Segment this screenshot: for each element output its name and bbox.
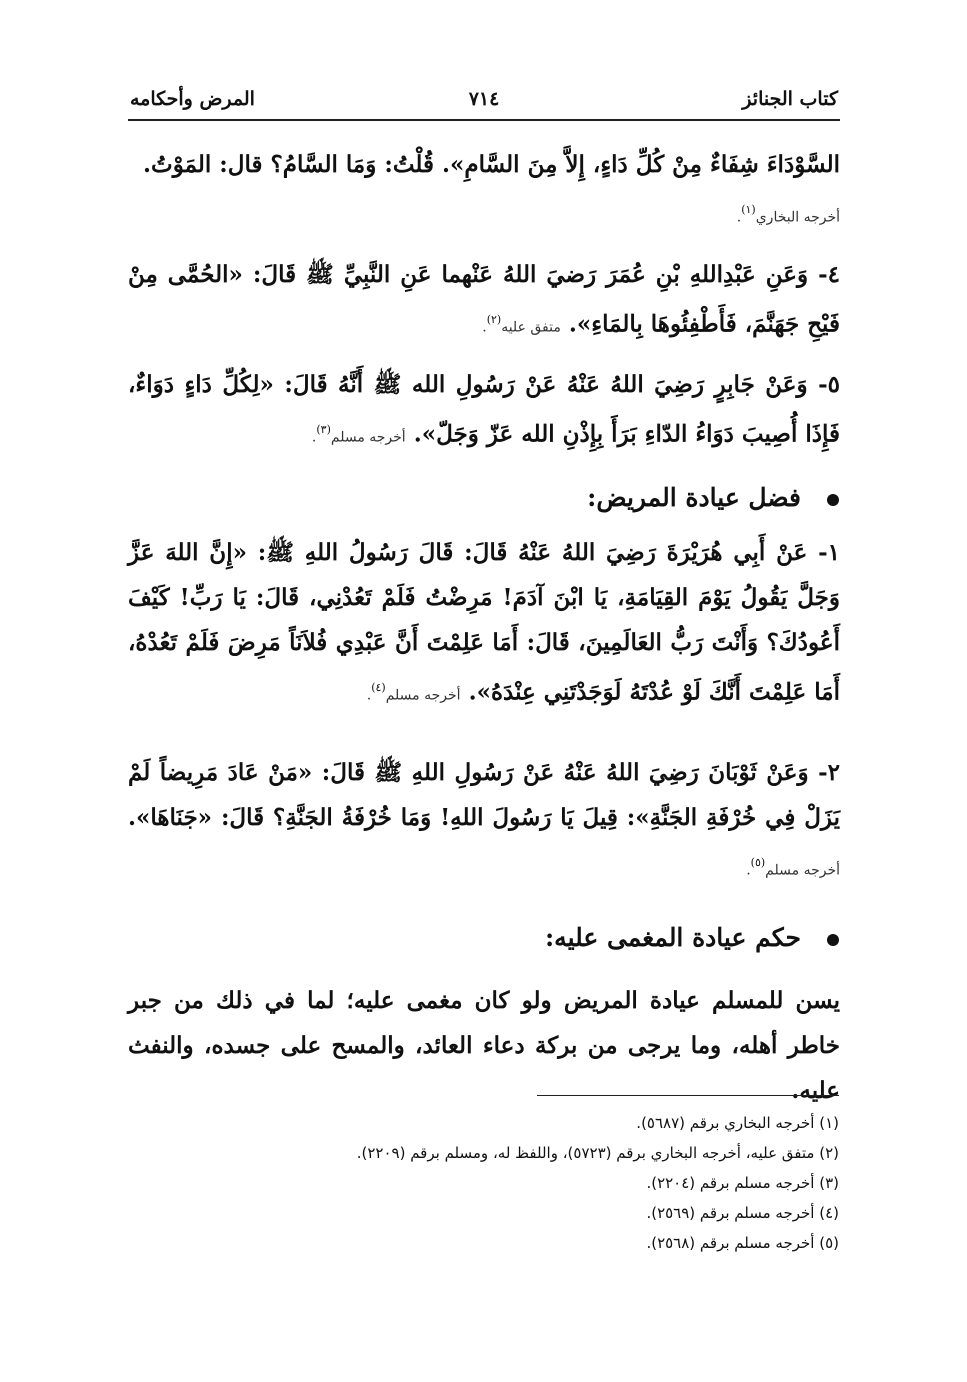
hadith-text: وَعَنِ عَبْدِاللهِ بْنِ عُمَرَ رَضيَ اللهُ عَنْهما عَنِ النَّبِيِّ ﷺ قَالَ: «الحُمَّى مِنْ فَيْحِ جَهَنَّمَ، فَأَطْفِئُوهَا بِالمَاءِ». <box>128 261 840 338</box>
section-title: فضل عيادة المريض: <box>587 483 801 512</box>
hadith-5: ٥- وَعَنْ جَابِرٍ رَضِيَ اللهُ عَنْهُ عَنْ رَسُولِ الله ﷺ أَنَّهُ قَالَ: «لِكُلِّ دَاءٍ دَوَاءٌ، فَإِذَا أُصِيبَ دَوَاءُ الدّاءِ بَرَأَ بِإِذْنِ الله عَزّ وَجَلّ». أخرجه مسلم$^{(٣)}$. <box>128 371 840 448</box>
hadith-4: ٤- وَعَنِ عَبْدِاللهِ بْنِ عُمَرَ رَضيَ اللهُ عَنْهما عَنِ النَّبِيِّ ﷺ قَالَ: «الحُمَّى مِنْ فَيْحِ جَهَنَّمَ، فَأَطْفِئُوهَا بِالمَاءِ». متفق عليه$^{(٢)}$. <box>128 261 840 338</box>
ruling-paragraph: يسن للمسلم عيادة المريض ولو كان مغمى عليه؛ لما في ذلك من جبر خاطر أهله، وما يرجى من بركة دعاء العائد، والمسح على جسده، والنفث عليه. <box>128 987 840 1104</box>
hadith-text: عَنْ أَبِي هُرَيْرَةَ رَضِيَ اللهُ عَنْهُ قَالَ: قَالَ رَسُولُ اللهِ ﷺ: «إِنَّ اللهَ عَزَّ وَجَلَّ يَقُولُ يَوْمَ القِيَامَةِ، يَا ابْنَ آدَمَ! مَرِضْتُ فَلَمْ تَعُدْنِي، قَالَ: يَا رَبِّ! كَيْفَ أَعُودُكَ؟ وَأَنْتَ رَبُّ العَالَمِينَ، قَالَ: أَمَا عَلِمْتَ أَنَّ عَبْدِي فُلاَنَاً مَرِضَ فَلَمْ تَعُدْهُ، أَمَا عَلِمْتَ أَنَّكَ لَوْ عُدْتَهُ لَوَجَدْتَنِي عِنْدَهُ». <box>128 539 840 706</box>
hadith-source: أخرجه مسلم <box>765 862 840 879</box>
footnote-item: (٣) أخرجه مسلم برقم (٢٢٠٤). <box>646 1174 839 1192</box>
footnote-item: (٢) متفق عليه، أخرجه البخاري برقم (٥٧٢٣)، واللفظ له، ومسلم برقم (٢٢٠٩). <box>356 1144 839 1162</box>
hadith-number: ٢- <box>808 759 840 786</box>
hadith-source: أخرجه مسلم <box>385 687 461 704</box>
hadith-text: وَعَنْ جَابِرٍ رَضِيَ اللهُ عَنْهُ عَنْ رَسُولِ الله ﷺ أَنَّهُ قَالَ: «لِكُلِّ دَاءٍ دَوَاءٌ، فَإِذَا أُصِيبَ دَوَاءُ الدّاءِ بَرَأَ بِإِذْنِ الله عَزّ وَجَلّ». <box>128 371 840 448</box>
page-header <box>130 84 838 114</box>
footnote-item: (٥) أخرجه مسلم برقم (٢٥٦٨). <box>646 1234 839 1252</box>
hadith-continuation: السَّوْدَاءَ شِفَاءٌ مِنْ كُلِّ دَاءٍ، إِلاَّ مِنَ السَّامِ». قُلْتُ: وَمَا السَّامُ؟ قال: المَوْتُ. أخرجه البخاري$^{(١)}$. <box>143 151 840 226</box>
hadith-number: ٤- <box>808 261 840 288</box>
footnote-ref: (٤) <box>371 681 386 694</box>
section-title: حكم عيادة المغمى عليه: <box>544 923 801 952</box>
hadith-text: وَعَنْ ثَوْبَانَ رَضِيَ اللهُ عَنْهُ عَنْ رَسُولِ اللهِ ﷺ قَالَ: «مَنْ عَادَ مَرِيضاً لَمْ يَزَلْ فِي خُرْفَةِ الجَنَّةِ»: قِيلَ يَا رَسُولَ اللهِ! وَمَا خُرْفَةُ الجَنَّةِ؟ قَالَ: «جَنَاهَا». <box>128 759 840 831</box>
footnote-item: (٤) أخرجه مسلم برقم (٢٥٦٩). <box>646 1204 839 1222</box>
bullet-icon <box>827 494 839 506</box>
footnote-item: (١) أخرجه البخاري برقم (٥٦٨٧). <box>636 1114 839 1132</box>
section-heading-visit-sick <box>587 478 839 518</box>
page-number: ٧١٤ <box>468 88 500 110</box>
hadith-number: ٥- <box>807 371 840 398</box>
header-rule <box>128 119 840 121</box>
section1-hadith-2: ٢- وَعَنْ ثَوْبَانَ رَضِيَ اللهُ عَنْهُ عَنْ رَسُولِ اللهِ ﷺ قَالَ: «مَنْ عَادَ مَرِيضاً لَمْ يَزَلْ فِي خُرْفَةِ الجَنَّةِ»: قِيلَ يَا رَسُولَ اللهِ! وَمَا خُرْفَةُ الجَنَّةِ؟ قَالَ: «جَنَاهَا». أخرجه مسلم$^{(٥)}$. <box>128 759 840 879</box>
section-heading-unconscious <box>545 918 839 958</box>
hadith-text: السَّوْدَاءَ شِفَاءٌ مِنْ كُلِّ دَاءٍ، إِلاَّ مِنَ السَّامِ». قُلْتُ: وَمَا السَّامُ؟ قال: المَوْتُ. <box>143 151 840 178</box>
footnote-ref: (٥) <box>750 856 766 869</box>
hadith-number: ١- <box>807 539 840 566</box>
book-title: كتاب الجنائز <box>742 88 838 110</box>
section1-hadith-1: ١- عَنْ أَبِي هُرَيْرَةَ رَضِيَ اللهُ عَنْهُ قَالَ: قَالَ رَسُولُ اللهِ ﷺ: «إِنَّ اللهَ عَزَّ وَجَلَّ يَقُولُ يَوْمَ القِيَامَةِ، يَا ابْنَ آدَمَ! مَرِضْتُ فَلَمْ تَعُدْنِي، قَالَ: يَا رَبِّ! كَيْفَ أَعُودُكَ؟ وَأَنْتَ رَبُّ العَالَمِينَ، قَالَ: أَمَا عَلِمْتَ أَنَّ عَبْدِي فُلاَنَاً مَرِضَ فَلَمْ تَعُدْهُ، أَمَا عَلِمْتَ أَنَّكَ لَوْ عُدْتَهُ لَوَجَدْتَنِي عِنْدَهُ». أخرجه مسلم$^{(٤)}$. <box>128 539 840 706</box>
footnote-ref: (٣) <box>316 423 331 436</box>
footnote-ref: (١) <box>741 203 756 216</box>
footnote-ref: (٢) <box>486 313 502 326</box>
hadith-source: متفق عليه <box>501 319 561 336</box>
footnotes <box>127 1108 839 1258</box>
footnote-rule <box>537 1095 839 1096</box>
chapter-title: المرض وأحكامه <box>130 88 255 110</box>
bullet-icon <box>827 934 839 946</box>
hadith-source: أخرجه البخاري <box>755 209 840 226</box>
hadith-source: أخرجه مسلم <box>330 429 406 446</box>
